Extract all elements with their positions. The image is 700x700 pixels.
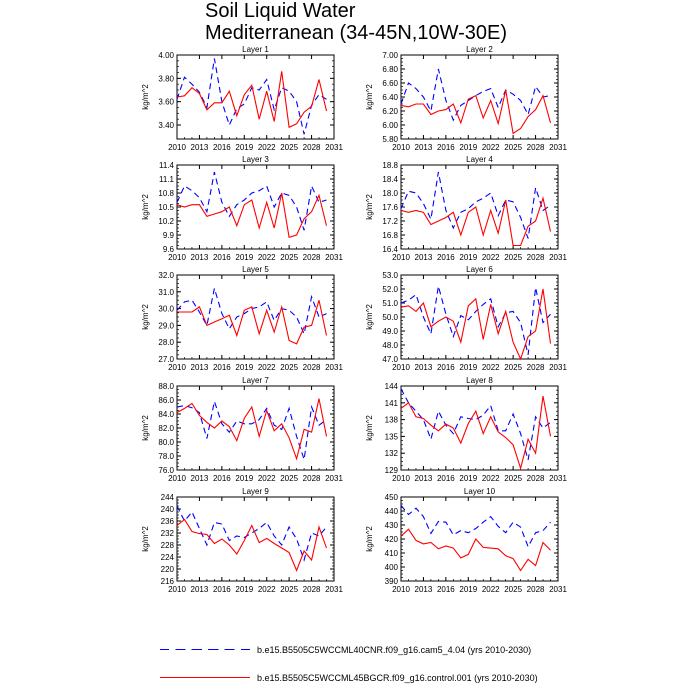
y-tick-label: 6.40 [382, 93, 398, 102]
x-tick-label: 2013 [190, 474, 209, 483]
legend-label-dashed: b.e15.B5505C5WCCML40CNR.f09_g16.cam5_4.04 (yrs 2010-2030) [257, 645, 532, 655]
y-tick-label: 86.0 [158, 396, 174, 405]
x-tick-label: 2019 [235, 253, 254, 262]
y-tick-label: 244 [160, 493, 174, 502]
legend-item-solid [160, 670, 680, 686]
y-tick-label: 5.80 [382, 135, 398, 144]
x-tick-label: 2016 [436, 585, 455, 594]
y-tick-label: 7.00 [382, 51, 398, 60]
x-tick-label: 2031 [325, 474, 343, 483]
y-tick-label: 10.8 [158, 189, 174, 198]
y-axis-label: kg/m^2 [141, 84, 150, 110]
series-line-solid [401, 289, 551, 359]
y-tick-label: 6.00 [382, 121, 398, 130]
y-tick-label: 440 [384, 507, 398, 516]
y-tick-label: 29.0 [158, 321, 174, 331]
x-tick-label: 2010 [168, 143, 186, 152]
legend-label-solid: b.e15.B5505C5WCCML45BGCR.f09_g16.control.001 (yrs 2010-2030) [257, 673, 538, 683]
y-tick-label: 390 [384, 577, 398, 586]
y-tick-label: 10.2 [158, 217, 174, 226]
y-tick-label: 47.0 [382, 355, 398, 364]
y-tick-label: 3.40 [158, 121, 174, 130]
x-tick-label: 2010 [168, 253, 186, 262]
y-tick-label: 84.0 [158, 410, 174, 419]
y-tick-label: 3.80 [158, 74, 174, 84]
series-line-solid [177, 300, 327, 344]
series-line-solid [177, 520, 327, 571]
x-tick-label: 2022 [257, 253, 276, 262]
x-tick-label: 2010 [392, 363, 410, 372]
x-tick-label: 2019 [235, 585, 254, 594]
y-tick-label: 6.80 [382, 65, 398, 74]
x-tick-label: 2025 [504, 143, 523, 152]
y-tick-label: 6.60 [382, 79, 398, 88]
y-tick-label: 10.5 [158, 203, 174, 212]
x-tick-label: 2031 [549, 143, 567, 152]
y-tick-label: 141 [384, 398, 398, 408]
x-tick-label: 2028 [526, 585, 545, 594]
x-tick-label: 2022 [257, 474, 276, 483]
y-tick-label: 400 [384, 563, 398, 572]
panel-title: Layer 8 [466, 376, 493, 385]
panel-frame [177, 386, 334, 470]
y-axis-label: kg/m^2 [141, 526, 150, 552]
x-tick-label: 2022 [481, 474, 500, 483]
x-tick-label: 2028 [302, 474, 321, 483]
series-line-dashed [177, 59, 327, 135]
y-tick-label: 32.0 [158, 271, 174, 280]
panel-layer-6 [365, 265, 567, 372]
y-tick-label: 228 [160, 541, 174, 550]
y-tick-label: 11.4 [159, 161, 174, 170]
panel-layer-10 [365, 487, 567, 594]
x-tick-label: 2025 [280, 253, 299, 262]
y-tick-label: 18.4 [382, 175, 398, 184]
panel-title: Layer 10 [463, 487, 496, 496]
y-axis-label: kg/m^2 [141, 415, 150, 441]
y-tick-label: 9.9 [162, 231, 174, 240]
x-tick-label: 2031 [325, 585, 343, 594]
x-tick-label: 2010 [392, 474, 410, 483]
x-tick-label: 2016 [436, 253, 455, 262]
y-tick-label: 129 [384, 466, 398, 475]
panel-layer-8 [365, 376, 567, 483]
panel-frame [177, 275, 334, 359]
x-tick-label: 2013 [414, 253, 433, 262]
y-tick-label: 49.0 [382, 327, 398, 336]
y-tick-label: 53.0 [382, 271, 398, 280]
panel-title: Layer 3 [242, 155, 269, 164]
panel-title: Layer 1 [242, 45, 269, 54]
y-tick-label: 18.0 [382, 189, 398, 198]
y-tick-label: 80.0 [158, 438, 174, 447]
x-tick-label: 2019 [235, 474, 254, 483]
x-tick-label: 2016 [212, 363, 231, 372]
y-tick-label: 16.8 [382, 231, 398, 240]
panel-title: Layer 5 [242, 265, 269, 274]
x-tick-label: 2013 [414, 585, 433, 594]
x-tick-label: 2028 [526, 143, 545, 152]
x-tick-label: 2013 [414, 474, 433, 483]
y-tick-label: 3.60 [158, 97, 174, 107]
series-line-dashed [401, 69, 551, 120]
y-tick-label: 236 [160, 517, 174, 526]
panel-title: Layer 4 [466, 155, 493, 164]
panel-frame [401, 386, 558, 470]
x-tick-label: 2031 [325, 253, 343, 262]
y-tick-label: 216 [160, 577, 174, 586]
y-tick-label: 220 [160, 565, 174, 574]
x-tick-label: 2025 [280, 363, 299, 372]
y-tick-label: 17.6 [382, 203, 398, 212]
x-tick-label: 2019 [459, 363, 478, 372]
x-tick-label: 2022 [257, 143, 276, 152]
x-tick-label: 2022 [481, 253, 500, 262]
panel-layer-5 [141, 265, 343, 372]
x-tick-label: 2028 [302, 253, 321, 262]
legend-item-dashed [160, 642, 680, 658]
x-tick-label: 2025 [504, 474, 523, 483]
x-tick-label: 2013 [190, 253, 209, 262]
x-tick-label: 2010 [392, 253, 410, 262]
y-axis-label: kg/m^2 [141, 194, 150, 220]
panel-title: Layer 6 [466, 265, 493, 274]
y-axis-label: kg/m^2 [365, 194, 374, 220]
y-tick-label: 6.20 [382, 107, 398, 116]
y-tick-label: 135 [384, 432, 398, 442]
panel-layer-9 [141, 487, 343, 594]
x-tick-label: 2010 [168, 363, 186, 372]
x-tick-label: 2019 [235, 143, 254, 152]
legend-swatch-solid [160, 677, 250, 678]
y-tick-label: 410 [384, 549, 398, 558]
x-tick-label: 2022 [257, 363, 276, 372]
x-tick-label: 2022 [257, 585, 276, 594]
y-tick-label: 224 [160, 553, 174, 562]
panel-title: Layer 9 [242, 487, 269, 496]
y-tick-label: 50.0 [382, 313, 398, 322]
y-tick-label: 430 [384, 521, 398, 530]
x-tick-label: 2031 [325, 363, 343, 372]
x-tick-label: 2016 [212, 253, 231, 262]
series-line-dashed [401, 389, 551, 460]
x-tick-label: 2013 [414, 143, 433, 152]
series-line-dashed [401, 172, 551, 239]
x-tick-label: 2025 [504, 253, 523, 262]
y-tick-label: 240 [160, 505, 174, 514]
y-tick-label: 18.8 [382, 161, 398, 170]
series-line-solid [401, 529, 551, 570]
x-tick-label: 2016 [436, 363, 455, 372]
x-tick-label: 2022 [481, 585, 500, 594]
x-tick-label: 2019 [235, 363, 254, 372]
series-line-solid [177, 399, 327, 459]
x-tick-label: 2016 [436, 474, 455, 483]
series-line-solid [177, 71, 327, 127]
y-tick-label: 144 [384, 382, 398, 391]
panel-layer-1 [141, 45, 343, 152]
title-line-1: Soil Liquid Water [205, 0, 356, 22]
y-tick-label: 88.0 [158, 382, 174, 391]
x-tick-label: 2028 [526, 474, 545, 483]
y-tick-label: 31.0 [158, 287, 174, 297]
panel-frame [401, 55, 558, 139]
panel-title: Layer 2 [466, 45, 493, 54]
y-axis-label: kg/m^2 [141, 304, 150, 330]
x-tick-label: 2013 [414, 363, 433, 372]
series-line-dashed [401, 505, 551, 546]
y-tick-label: 51.0 [382, 299, 398, 308]
x-tick-label: 2025 [280, 585, 299, 594]
x-tick-label: 2019 [459, 143, 478, 152]
x-tick-label: 2025 [504, 585, 523, 594]
panel-layer-2 [365, 45, 567, 152]
y-tick-label: 16.4 [382, 245, 398, 254]
x-tick-label: 2025 [504, 363, 523, 372]
x-tick-label: 2010 [392, 585, 410, 594]
y-tick-label: 78.0 [158, 452, 174, 461]
x-tick-label: 2013 [190, 143, 209, 152]
panel-frame [401, 497, 558, 581]
x-tick-label: 2025 [280, 474, 299, 483]
x-tick-label: 2031 [549, 474, 567, 483]
y-tick-label: 9.6 [162, 245, 174, 254]
x-tick-label: 2013 [190, 585, 209, 594]
x-tick-label: 2031 [549, 253, 567, 262]
y-tick-label: 28.0 [158, 338, 174, 348]
series-line-dashed [401, 286, 551, 355]
y-tick-label: 27.0 [158, 355, 174, 364]
y-tick-label: 52.0 [382, 285, 398, 294]
title-line-2: Mediterranean (34-45N,10W-30E) [205, 22, 508, 44]
y-axis-label: kg/m^2 [365, 304, 374, 330]
y-tick-label: 30.0 [158, 304, 174, 314]
x-tick-label: 2022 [481, 143, 500, 152]
x-tick-label: 2010 [392, 143, 410, 152]
y-tick-label: 82.0 [158, 424, 174, 433]
x-tick-label: 2028 [302, 585, 321, 594]
x-tick-label: 2013 [190, 363, 209, 372]
y-tick-label: 138 [384, 415, 398, 425]
x-tick-label: 2010 [168, 474, 186, 483]
x-tick-label: 2025 [280, 143, 299, 152]
x-tick-label: 2028 [302, 143, 321, 152]
x-tick-label: 2031 [325, 143, 343, 152]
y-tick-label: 132 [384, 449, 398, 459]
panel-layer-4 [365, 155, 567, 262]
series-line-solid [177, 193, 327, 237]
x-tick-label: 2028 [302, 363, 321, 372]
panel-layer-7 [141, 376, 343, 483]
y-tick-label: 450 [384, 493, 398, 502]
y-tick-label: 232 [160, 529, 174, 538]
y-tick-label: 420 [384, 535, 398, 544]
x-tick-label: 2016 [436, 143, 455, 152]
x-tick-label: 2019 [459, 474, 478, 483]
x-tick-label: 2022 [481, 363, 500, 372]
x-tick-label: 2031 [549, 363, 567, 372]
x-tick-label: 2019 [459, 585, 478, 594]
x-tick-label: 2019 [459, 253, 478, 262]
y-axis-label: kg/m^2 [365, 84, 374, 110]
x-tick-label: 2016 [212, 585, 231, 594]
y-tick-label: 11.1 [159, 175, 174, 184]
y-tick-label: 48.0 [382, 341, 398, 350]
y-tick-label: 76.0 [158, 466, 174, 475]
x-tick-label: 2010 [168, 585, 186, 594]
x-tick-label: 2016 [212, 143, 231, 152]
y-axis-label: kg/m^2 [365, 526, 374, 552]
y-axis-label: kg/m^2 [365, 415, 374, 441]
x-tick-label: 2028 [526, 253, 545, 262]
y-tick-label: 4.00 [158, 51, 174, 60]
x-tick-label: 2028 [526, 363, 545, 372]
legend-swatch-dashed [160, 649, 250, 650]
panel-layer-3 [141, 155, 343, 262]
x-tick-label: 2016 [212, 474, 231, 483]
x-tick-label: 2031 [549, 585, 567, 594]
panel-title: Layer 7 [242, 376, 269, 385]
y-tick-label: 17.2 [382, 217, 398, 226]
